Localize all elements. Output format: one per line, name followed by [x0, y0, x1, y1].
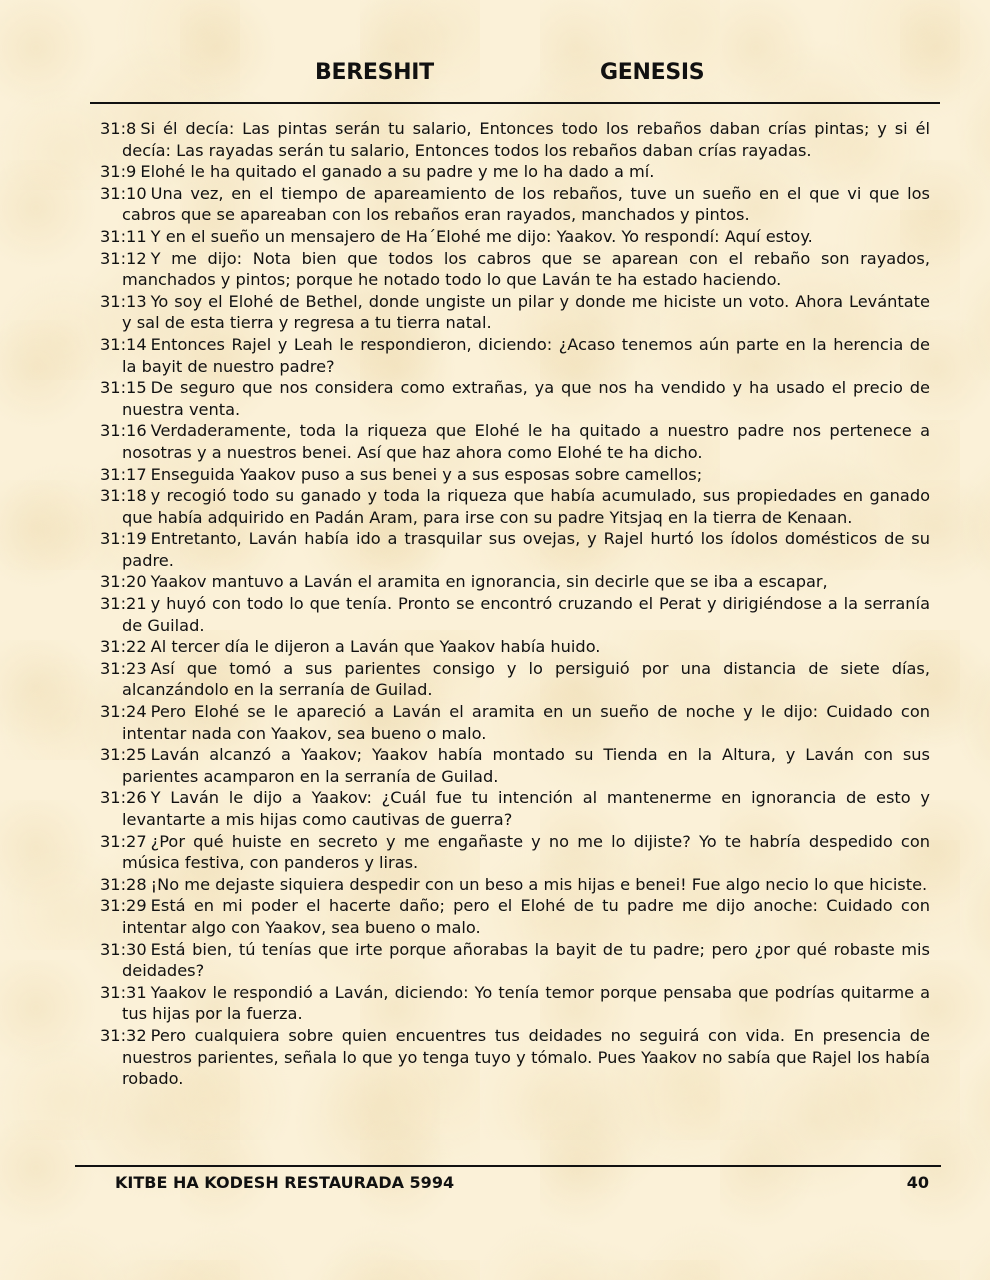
verse-31-16 — [100, 420, 930, 463]
verse-ref: 31:26 — [100, 788, 147, 808]
page-footer — [75, 1165, 941, 1207]
verse-text: Y me dijo: Nota bien que todos los cabros que se aparean con el rebaño son rayados, manchados y pintos; porque he notado todo lo que Laván te ha estado haciendo. — [122, 248, 930, 290]
verse-ref: 31:10 — [100, 183, 147, 203]
verse-text: y recogió todo su ganado y toda la riqueza que había acumulado, sus propiedades en ganado que había adquirido en Padán Aram, para irse con su padre Yitsjaq en la tierra de Kenaan. — [122, 486, 930, 527]
verse-31-11 — [100, 226, 930, 248]
verse-ref: 31:21 — [100, 594, 147, 614]
page-number: 40 — [906, 1173, 929, 1192]
verse-list — [100, 118, 930, 1090]
verse-ref: 31:23 — [100, 658, 147, 678]
verse-31-17 — [100, 464, 930, 486]
verse-text: Así que tomó a sus parientes consigo y lo persiguió por una distancia de siete días, alcanzándolo en la serranía de Guilad. — [122, 658, 930, 700]
verse-text: Enseguida Yaakov puso a sus benei y a sus esposas sobre camellos; — [150, 464, 703, 484]
verse-31-18 — [100, 485, 930, 528]
verse-31-13 — [100, 291, 930, 334]
verse-ref: 31:8 — [100, 119, 137, 138]
verse-text: De seguro que nos considera como extrañas, ya que nos ha vendido y ha usado el precio de nuestra venta. — [122, 378, 930, 419]
verse-text: y huyó con todo lo que tenía. Pronto se encontró cruzando el Perat y dirigiéndose a la serranía de Guilad. — [122, 594, 930, 635]
verse-ref: 31:24 — [100, 702, 147, 722]
verse-ref: 31:14 — [100, 334, 147, 354]
verse-text: ¿Por qué huiste en secreto y me engañaste y no me lo dijiste? Yo te habría despedido con música festiva, con panderos y liras. — [122, 831, 930, 873]
verse-text: Está en mi poder el hacerte daño; pero el Elohé de tu padre me dijo anoche: Cuidado con intentar algo con Yaakov, sea bueno o malo. — [122, 896, 930, 937]
verse-text: Yaakov le respondió a Laván, diciendo: Yo tenía temor porque pensaba que podrías quitarme a tus hijas por la fuerza. — [122, 982, 930, 1024]
verse-31-28 — [100, 874, 930, 896]
page-header — [90, 58, 940, 104]
verse-31-27 — [100, 831, 930, 874]
verse-ref: 31:15 — [100, 378, 147, 398]
header-title-genesis: GENESIS — [600, 60, 705, 85]
verse-text: Elohé le ha quitado el ganado a su padre y me lo ha dado a mí. — [140, 162, 655, 182]
verse-31-22 — [100, 636, 930, 658]
verse-31-31 — [100, 982, 930, 1025]
verse-text: Al tercer día le dijeron a Laván que Yaakov había huido. — [150, 637, 601, 657]
verse-ref: 31:27 — [100, 831, 147, 851]
verse-ref: 31:12 — [100, 248, 147, 268]
verse-31-30 — [100, 939, 930, 982]
verse-31-32 — [100, 1025, 930, 1090]
verse-31-12 — [100, 248, 930, 291]
verse-31-20 — [100, 571, 930, 593]
verse-text: Entonces Rajel y Leah le respondieron, diciendo: ¿Acaso tenemos aún parte en la herencia de la bayit de nuestro padre? — [122, 334, 930, 376]
verse-text: Si él decía: Las pintas serán tu salario, Entonces todo los rebaños daban crías pintas; y si él decía: Las rayadas serán tu salario, Entonces todos los rebaños daban crías rayadas. — [122, 119, 930, 160]
verse-31-9 — [100, 161, 930, 183]
verse-31-25 — [100, 744, 930, 787]
verse-ref: 31:28 — [100, 874, 147, 894]
verse-31-23 — [100, 658, 930, 701]
verse-text: Verdaderamente, toda la riqueza que Elohé le ha quitado a nuestro padre nos pertenece a nosotras y a nuestros benei. Así que haz ahora como Elohé te ha dicho. — [122, 421, 930, 462]
verse-ref: 31:30 — [100, 939, 147, 959]
verse-text: Pero Elohé se le apareció a Laván el aramita en un sueño de noche y le dijo: Cuidado con intentar nada con Yaakov, sea bueno o malo. — [122, 702, 930, 743]
verse-31-24 — [100, 701, 930, 744]
verse-text: Pero cualquiera sobre quien encuentres tus deidades no seguirá con vida. En presencia de nuestros parientes, señala lo que yo tenga tuyo y tómalo. Pues Yaakov no sabía que Rajel los había robado. — [122, 1025, 930, 1089]
verse-ref: 31:11 — [100, 226, 147, 246]
verse-31-15 — [100, 377, 930, 420]
verse-31-10 — [100, 183, 930, 226]
verse-text: Está bien, tú tenías que irte porque añorabas la bayit de tu padre; pero ¿por qué robaste mis deidades? — [122, 939, 930, 981]
verse-text: Yo soy el Elohé de Bethel, donde ungiste un pilar y donde me hiciste un voto. Ahora Levántate y sal de esta tierra y regresa a tu tierra natal. — [122, 291, 930, 333]
verse-text: Y en el sueño un mensajero de Ha´Elohé me dijo: Yaakov. Yo respondí: Aquí estoy. — [150, 226, 813, 246]
verse-ref: 31:18 — [100, 486, 147, 506]
header-title-bereshit: BERESHIT — [315, 60, 434, 85]
verse-31-21 — [100, 593, 930, 636]
verse-ref: 31:29 — [100, 896, 147, 916]
verse-ref: 31:32 — [100, 1025, 147, 1045]
footer-book-title: KITBE HA KODESH RESTAURADA 5994 — [115, 1173, 455, 1192]
verse-31-14 — [100, 334, 930, 377]
verse-ref: 31:22 — [100, 637, 147, 657]
verse-ref: 31:20 — [100, 572, 147, 592]
verse-text: Y Laván le dijo a Yaakov: ¿Cuál fue tu intención al mantenerme en ignorancia de esto y levantarte a mis hijas como cautivas de guerra? — [122, 788, 930, 829]
verse-ref: 31:31 — [100, 982, 147, 1002]
verse-31-19 — [100, 528, 930, 571]
verse-text: Una vez, en el tiempo de apareamiento de los rebaños, tuve un sueño en el que vi que los cabros que se apareaban con los rebaños eran rayados, manchados y pintos. — [122, 183, 930, 225]
verse-31-8 — [100, 118, 930, 161]
verse-ref: 31:25 — [100, 745, 147, 765]
verse-ref: 31:17 — [100, 464, 147, 484]
verse-ref: 31:9 — [100, 162, 137, 182]
verse-text: ¡No me dejaste siquiera despedir con un beso a mis hijas e benei! Fue algo necio lo que hiciste. — [150, 874, 928, 894]
verse-ref: 31:19 — [100, 529, 147, 549]
verse-text: Laván alcanzó a Yaakov; Yaakov había montado su Tienda en la Altura, y Laván con sus parientes acamparon en la serranía de Guilad. — [122, 745, 930, 786]
verse-ref: 31:13 — [100, 291, 147, 311]
verse-31-26 — [100, 787, 930, 830]
verse-text: Yaakov mantuvo a Laván el aramita en ignorancia, sin decirle que se iba a escapar, — [150, 572, 828, 592]
verse-text: Entretanto, Laván había ido a trasquilar sus ovejas, y Rajel hurtó los ídolos domésticos de su padre. — [122, 529, 930, 570]
verse-ref: 31:16 — [100, 421, 147, 441]
verse-31-29 — [100, 895, 930, 938]
